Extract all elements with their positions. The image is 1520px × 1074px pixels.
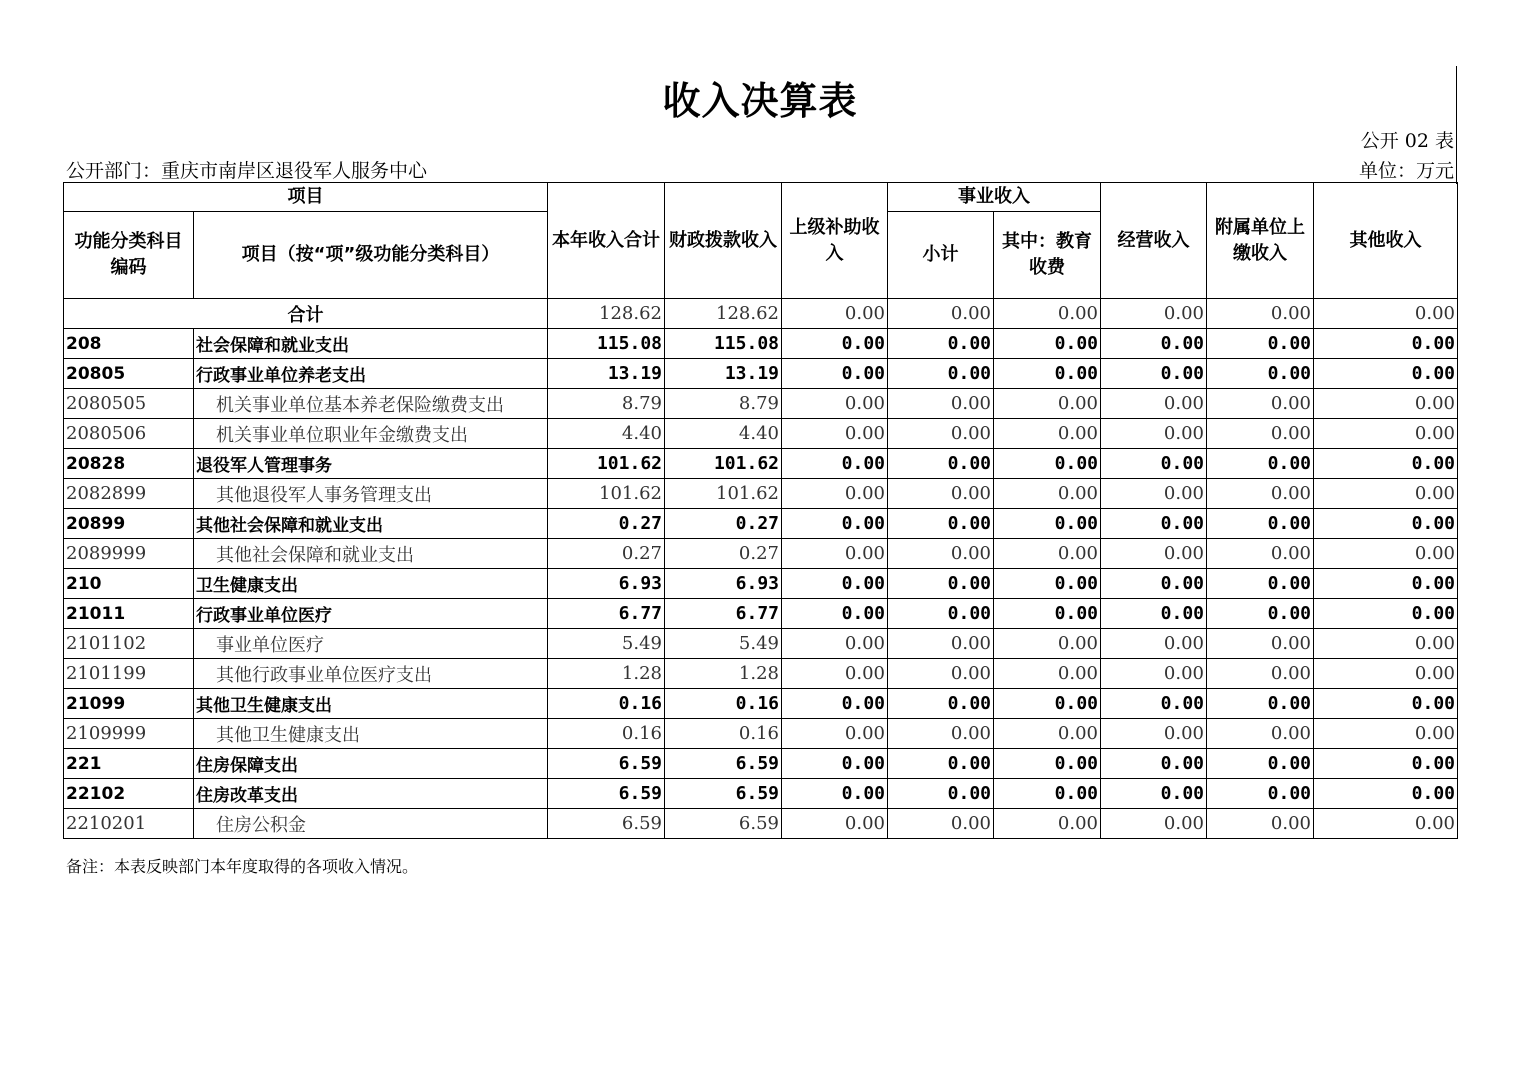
row-value: 0.00 (1314, 779, 1458, 809)
header-business-group: 事业收入 (888, 183, 1101, 212)
row-value: 0.00 (1207, 569, 1314, 599)
row-value: 0.00 (1314, 659, 1458, 689)
row-value: 0.00 (1314, 359, 1458, 389)
row-code: 221 (64, 749, 194, 779)
row-value: 115.08 (548, 329, 665, 359)
row-value: 0.00 (888, 779, 994, 809)
table-row (64, 389, 1458, 419)
row-value: 5.49 (548, 629, 665, 659)
row-code: 20828 (64, 449, 194, 479)
table-row (64, 689, 1458, 719)
row-value: 0.00 (1101, 779, 1207, 809)
total-value: 0.00 (1101, 299, 1207, 329)
row-value: 115.08 (665, 329, 782, 359)
row-value: 1.28 (665, 659, 782, 689)
header-operating: 经营收入 (1101, 183, 1207, 299)
header-affiliated: 附属单位上缴收入 (1207, 183, 1314, 299)
row-value: 0.00 (1314, 719, 1458, 749)
row-code: 2210201 (64, 809, 194, 839)
row-value: 0.00 (1314, 629, 1458, 659)
header-item: 项目（按“项”级功能分类科目） (194, 212, 548, 299)
row-value: 0.00 (1207, 809, 1314, 839)
row-value: 0.00 (782, 629, 888, 659)
row-value: 0.00 (888, 629, 994, 659)
total-value: 128.62 (665, 299, 782, 329)
row-code: 2089999 (64, 539, 194, 569)
row-value: 0.00 (782, 449, 888, 479)
row-value: 6.93 (665, 569, 782, 599)
row-value: 0.00 (1207, 599, 1314, 629)
row-value: 0.00 (1101, 479, 1207, 509)
row-value: 0.00 (1101, 599, 1207, 629)
row-value: 0.00 (888, 659, 994, 689)
row-value: 6.59 (665, 749, 782, 779)
row-value: 6.59 (665, 779, 782, 809)
table-row (64, 359, 1458, 389)
unit-label: 单位：万元 (1358, 160, 1454, 182)
row-value: 6.93 (548, 569, 665, 599)
row-value: 0.00 (994, 749, 1101, 779)
row-value: 0.00 (994, 809, 1101, 839)
table-row (64, 509, 1458, 539)
row-value: 8.79 (665, 389, 782, 419)
row-code: 20899 (64, 509, 194, 539)
header-project-group: 项目 (64, 183, 548, 212)
row-value: 0.00 (1101, 659, 1207, 689)
table-row (64, 659, 1458, 689)
row-value: 0.00 (1101, 719, 1207, 749)
header-fiscal: 财政拨款收入 (665, 183, 782, 299)
row-value: 0.00 (1207, 359, 1314, 389)
row-value: 1.28 (548, 659, 665, 689)
row-value: 0.00 (1207, 419, 1314, 449)
row-value: 101.62 (548, 479, 665, 509)
row-value: 0.00 (782, 599, 888, 629)
page-title: 收入决算表 (662, 79, 858, 123)
row-code: 2082899 (64, 479, 194, 509)
row-value: 0.00 (1207, 749, 1314, 779)
row-value: 0.00 (994, 629, 1101, 659)
row-value: 13.19 (665, 359, 782, 389)
row-value: 0.00 (888, 509, 994, 539)
row-value: 0.00 (1207, 659, 1314, 689)
row-value: 0.00 (994, 389, 1101, 419)
row-value: 0.16 (548, 719, 665, 749)
row-value: 0.00 (782, 359, 888, 389)
row-value: 6.59 (548, 809, 665, 839)
row-code: 22102 (64, 779, 194, 809)
row-value: 0.00 (1314, 329, 1458, 359)
row-value: 5.49 (665, 629, 782, 659)
row-name: 其他退役军人事务管理支出 (194, 479, 548, 509)
total-value: 0.00 (1314, 299, 1458, 329)
row-code: 2080505 (64, 389, 194, 419)
footnote: 备注：本表反映部门本年度取得的各项收入情况。 (66, 857, 419, 876)
header-row-1 (64, 183, 1458, 212)
row-value: 0.16 (665, 689, 782, 719)
row-value: 0.00 (994, 659, 1101, 689)
row-value: 0.00 (994, 329, 1101, 359)
table-row (64, 449, 1458, 479)
row-value: 0.16 (665, 719, 782, 749)
row-value: 0.00 (1101, 569, 1207, 599)
table-row (64, 569, 1458, 599)
row-value: 0.16 (548, 689, 665, 719)
row-name: 行政事业单位医疗 (194, 599, 548, 629)
row-value: 4.40 (548, 419, 665, 449)
row-value: 0.00 (1314, 419, 1458, 449)
row-code: 21011 (64, 599, 194, 629)
row-value: 0.00 (1314, 479, 1458, 509)
row-value: 0.00 (994, 689, 1101, 719)
row-value: 0.00 (1207, 719, 1314, 749)
row-code: 208 (64, 329, 194, 359)
row-value: 0.00 (888, 599, 994, 629)
row-value: 0.00 (1314, 389, 1458, 419)
income-table (63, 182, 1458, 839)
row-name: 其他社会保障和就业支出 (194, 509, 548, 539)
row-value: 6.59 (548, 779, 665, 809)
row-value: 0.00 (994, 569, 1101, 599)
row-value: 0.27 (665, 539, 782, 569)
row-value: 0.00 (888, 809, 994, 839)
row-value: 0.00 (1314, 599, 1458, 629)
row-value: 0.00 (1207, 509, 1314, 539)
row-value: 0.00 (1101, 389, 1207, 419)
row-value: 0.00 (782, 389, 888, 419)
table-row (64, 779, 1458, 809)
row-value: 0.00 (782, 749, 888, 779)
header-code: 功能分类科目编码 (64, 212, 194, 299)
total-value: 128.62 (548, 299, 665, 329)
row-code: 2080506 (64, 419, 194, 449)
row-name: 住房改革支出 (194, 779, 548, 809)
row-value: 13.19 (548, 359, 665, 389)
row-value: 0.00 (1314, 809, 1458, 839)
row-value: 101.62 (665, 449, 782, 479)
row-value: 6.77 (665, 599, 782, 629)
row-value: 0.00 (1101, 509, 1207, 539)
row-value: 0.00 (782, 509, 888, 539)
total-value: 0.00 (782, 299, 888, 329)
header-other: 其他收入 (1314, 183, 1458, 299)
row-name: 社会保障和就业支出 (194, 329, 548, 359)
row-value: 0.00 (782, 689, 888, 719)
row-value: 0.00 (782, 539, 888, 569)
row-value: 0.00 (1314, 689, 1458, 719)
row-value: 0.00 (994, 779, 1101, 809)
table-row (64, 419, 1458, 449)
row-name: 卫生健康支出 (194, 569, 548, 599)
row-code: 2109999 (64, 719, 194, 749)
total-row (64, 299, 1458, 329)
row-value: 0.00 (1207, 449, 1314, 479)
row-value: 6.77 (548, 599, 665, 629)
row-value: 0.00 (1207, 629, 1314, 659)
row-value: 0.00 (782, 809, 888, 839)
row-value: 0.00 (994, 599, 1101, 629)
header-education: 其中：教育收费 (994, 212, 1101, 299)
row-value: 0.00 (994, 719, 1101, 749)
department-label: 公开部门：重庆市南岸区退役军人服务中心 (66, 160, 428, 182)
row-value: 101.62 (548, 449, 665, 479)
row-value: 0.00 (888, 449, 994, 479)
row-value: 0.00 (1101, 629, 1207, 659)
row-code: 2101102 (64, 629, 194, 659)
row-value: 0.00 (1207, 329, 1314, 359)
row-value: 0.00 (1314, 539, 1458, 569)
total-value: 0.00 (1207, 299, 1314, 329)
row-value: 0.00 (1314, 749, 1458, 779)
row-value: 0.00 (1101, 359, 1207, 389)
row-value: 0.00 (1101, 689, 1207, 719)
row-value: 0.00 (1101, 539, 1207, 569)
row-name: 其他卫生健康支出 (194, 719, 548, 749)
table-row (64, 539, 1458, 569)
row-value: 0.00 (888, 389, 994, 419)
row-value: 0.00 (994, 509, 1101, 539)
row-value: 0.00 (1314, 449, 1458, 479)
table-row (64, 599, 1458, 629)
row-value: 0.00 (994, 359, 1101, 389)
row-value: 6.59 (548, 749, 665, 779)
row-value: 0.00 (888, 569, 994, 599)
row-code: 210 (64, 569, 194, 599)
row-value: 0.00 (888, 539, 994, 569)
row-name: 行政事业单位养老支出 (194, 359, 548, 389)
header-superior: 上级补助收入 (782, 183, 888, 299)
table-row (64, 809, 1458, 839)
row-value: 0.00 (1101, 419, 1207, 449)
row-name: 其他行政事业单位医疗支出 (194, 659, 548, 689)
row-value: 0.00 (888, 719, 994, 749)
row-value: 0.00 (1207, 779, 1314, 809)
row-value: 0.00 (1207, 539, 1314, 569)
row-value: 0.00 (994, 419, 1101, 449)
row-value: 0.00 (888, 359, 994, 389)
row-value: 0.00 (1207, 479, 1314, 509)
total-value: 0.00 (994, 299, 1101, 329)
row-code: 20805 (64, 359, 194, 389)
row-name: 退役军人管理事务 (194, 449, 548, 479)
row-value: 0.00 (1101, 749, 1207, 779)
row-code: 21099 (64, 689, 194, 719)
row-value: 0.00 (994, 479, 1101, 509)
row-value: 0.00 (888, 329, 994, 359)
row-name: 其他社会保障和就业支出 (194, 539, 548, 569)
row-value: 0.27 (548, 539, 665, 569)
table-row (64, 719, 1458, 749)
row-value: 6.59 (665, 809, 782, 839)
row-name: 机关事业单位职业年金缴费支出 (194, 419, 548, 449)
row-name: 其他卫生健康支出 (194, 689, 548, 719)
row-value: 0.00 (1101, 329, 1207, 359)
row-value: 4.40 (665, 419, 782, 449)
row-name: 事业单位医疗 (194, 629, 548, 659)
row-value: 0.00 (1314, 569, 1458, 599)
table-row (64, 749, 1458, 779)
row-value: 0.00 (888, 419, 994, 449)
row-value: 0.00 (1101, 449, 1207, 479)
row-value: 0.00 (1314, 509, 1458, 539)
row-value: 0.00 (782, 779, 888, 809)
row-value: 0.00 (994, 449, 1101, 479)
row-name: 机关事业单位基本养老保险缴费支出 (194, 389, 548, 419)
row-value: 0.27 (548, 509, 665, 539)
row-value: 0.00 (1101, 809, 1207, 839)
row-value: 0.00 (782, 659, 888, 689)
row-value: 0.00 (994, 539, 1101, 569)
total-label: 合计 (64, 299, 548, 329)
header-subtotal: 小计 (888, 212, 994, 299)
row-value: 0.27 (665, 509, 782, 539)
row-value: 0.00 (782, 719, 888, 749)
row-name: 住房保障支出 (194, 749, 548, 779)
row-value: 0.00 (1207, 689, 1314, 719)
row-value: 8.79 (548, 389, 665, 419)
table-row (64, 629, 1458, 659)
row-value: 0.00 (888, 749, 994, 779)
table-row (64, 329, 1458, 359)
row-value: 0.00 (888, 689, 994, 719)
row-value: 0.00 (1207, 389, 1314, 419)
total-value: 0.00 (888, 299, 994, 329)
row-name: 住房公积金 (194, 809, 548, 839)
row-value: 101.62 (665, 479, 782, 509)
row-value: 0.00 (888, 479, 994, 509)
row-value: 0.00 (782, 419, 888, 449)
table-number: 公开 02 表 (1360, 130, 1454, 152)
header-total-income: 本年收入合计 (548, 183, 665, 299)
table-row (64, 479, 1458, 509)
row-code: 2101199 (64, 659, 194, 689)
row-value: 0.00 (782, 569, 888, 599)
row-value: 0.00 (782, 479, 888, 509)
row-value: 0.00 (782, 329, 888, 359)
